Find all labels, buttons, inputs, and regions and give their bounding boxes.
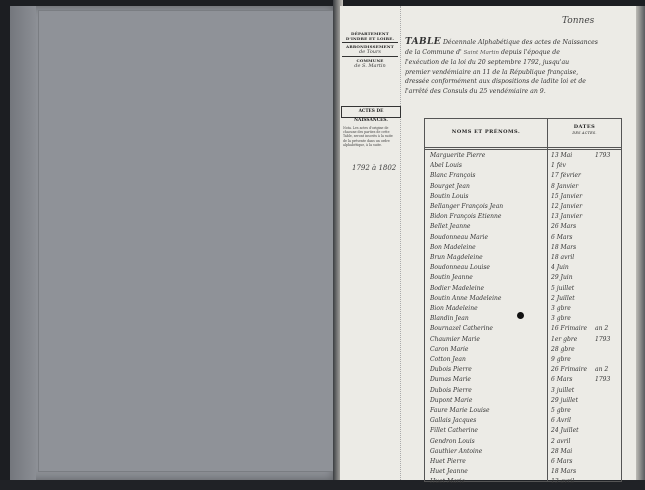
page-stamp: Tonnes [562, 16, 595, 26]
title-lead: TABLE [405, 37, 441, 47]
side-years: 1792 à 1802 [352, 164, 397, 172]
row-name: Marguerite Pierre [430, 152, 486, 159]
cover-inner-panel [38, 10, 338, 472]
title-commune-hand: Saint Martin [463, 49, 500, 56]
row-name: Cotton Jean [430, 356, 466, 363]
row-date: 18 Mars [551, 468, 577, 476]
row-date: 24 Juillet [551, 427, 579, 435]
row-name: Brun Magdeleine [430, 254, 483, 261]
divider [342, 42, 398, 43]
arrondissement-label: ARRONDISSEMENT [346, 44, 394, 49]
row-name: Fillet Catherine [430, 427, 478, 435]
row-date: 28 gbre [551, 345, 575, 353]
title-line2a: de la Commune d' [405, 48, 462, 56]
commune-value: de S. Martin [354, 63, 386, 69]
row-date: 15 Janvier [551, 192, 583, 200]
row-name: Gauthier Antoine [430, 447, 483, 455]
row-date: 12 Janvier [551, 203, 583, 210]
row-name: Boutin Anne Madeleine [430, 294, 502, 302]
row-name: Huet Marie [430, 478, 466, 486]
row-date: 29 juillet [551, 396, 578, 404]
register-page [340, 6, 640, 486]
row-date: 8 Janvier [551, 182, 579, 190]
column-header-dates [548, 124, 621, 136]
department-label: DÉPARTEMENT D'INDRE ET LOIRE. [345, 31, 395, 41]
row-date: 3 gbre [551, 305, 571, 312]
row-date: 3 gbre [551, 315, 571, 323]
title-line5: dressée conformément aux dispositions de ladite loi et de [405, 78, 586, 86]
row-name: Bellanger François Jean [430, 203, 504, 210]
table-title [405, 38, 637, 97]
row-date: 28 Mai [551, 447, 573, 455]
row-name: Dupont Marie [430, 396, 473, 404]
row-date: 18 avril [551, 254, 575, 261]
row-date: 29 Juin [551, 274, 573, 282]
row-date: 16 Frimaire [551, 325, 588, 333]
row-name: Bion Madeleine [430, 305, 478, 312]
row-name: Bodier Madeleine [430, 284, 485, 292]
title-line4: premier vendémiaire an 11 de la République française, [405, 68, 579, 76]
column-header-names: NOMS ET PRÉNOMS. [451, 129, 521, 135]
title-line6: l'arrêté des Consuls du 25 vendémiaire an 9. [405, 87, 546, 95]
row-date: 2 avril [551, 437, 571, 445]
row-date: 13 avril [551, 478, 575, 486]
acts-type-box: ACTES DE NAISSANCES. [341, 106, 401, 118]
register-table [424, 118, 622, 486]
row-date: 6 Mars [551, 376, 573, 384]
row-name: Blandin Jean [430, 315, 469, 323]
row-name: Bellet Jeanne [430, 223, 471, 231]
row-name: Dubois Pierre [430, 366, 472, 374]
row-name: Boudonneau Marie [430, 233, 489, 241]
page-sidebar [340, 6, 401, 480]
arrondissement-value: de Tours [359, 49, 381, 55]
row-year: an 2 [595, 366, 609, 374]
row-name: Gendron Louis [430, 437, 475, 445]
row-name: Caron Marie [430, 345, 469, 353]
row-date: 1 fév [551, 162, 566, 170]
row-date: 1er gbre [551, 335, 578, 343]
row-year: 1793 [595, 335, 611, 343]
row-name: Chaumier Marie [430, 335, 480, 343]
cover-edge [10, 6, 36, 480]
row-date: 18 Mars [551, 243, 577, 251]
row-date: 17 février [551, 172, 581, 180]
header-rule [425, 149, 621, 150]
row-name: Dubois Pierre [430, 386, 472, 394]
row-name: Abel Louis [430, 162, 463, 170]
row-date: 13 Mai [551, 152, 573, 159]
row-year: an 2 [595, 325, 609, 333]
row-date: 2 Juillet [551, 294, 575, 302]
row-name: Huet Jeanne [430, 468, 468, 476]
header-rule [425, 147, 621, 148]
row-name: Boudonneau Louise [430, 264, 490, 272]
row-name: Bon Madeleine [430, 243, 476, 251]
row-date: 6 Mars [551, 233, 573, 241]
row-date: 26 Frimaire [551, 366, 588, 374]
row-name: Boutin Louis [430, 192, 469, 200]
department-block [342, 31, 398, 69]
title-line1: Décennale Alphabétique des actes de Naissances [442, 39, 598, 46]
row-date: 5 gbre [551, 407, 571, 414]
title-line3: l'exécution de la loi du 20 septembre 1792, jusqu'au [405, 59, 570, 67]
binding-hole [517, 312, 524, 319]
commune-label: COMMUNE [356, 58, 384, 63]
row-name: Huet Pierre [430, 458, 466, 465]
row-name: Boutin Jeanne [430, 274, 473, 282]
row-name: Dumas Marie [430, 376, 471, 384]
page-edge [636, 6, 645, 480]
row-date: 6 Mars [551, 458, 573, 465]
divider [342, 56, 398, 57]
row-name: Bournazel Catherine [430, 325, 493, 333]
row-date: 4 Juin [551, 264, 569, 272]
row-year: 1793 [595, 152, 611, 159]
column-header-dates-label: DATES [573, 124, 596, 130]
title-line2b: depuis l'époque de [500, 48, 560, 56]
row-year: 1793 [595, 376, 611, 384]
table-row [425, 478, 621, 490]
row-date: 26 Mars [551, 223, 577, 231]
row-name: Faure Marie Louise [430, 407, 490, 414]
row-date: 13 Janvier [551, 213, 583, 221]
row-name: Bourget Jean [430, 182, 470, 190]
row-date: 9 gbre [551, 356, 571, 363]
column-header-dates-sub: DES ACTES. [572, 131, 597, 135]
row-name: Bidon François Étienne [430, 213, 502, 221]
row-date: 6 Avril [551, 417, 571, 425]
row-name: Blanc François [430, 172, 476, 180]
row-date: 3 juillet [551, 386, 575, 394]
side-note: Nota. Les actes d'origine de chacune des parties de cette Table, seront inscrits à la suite de la présente dans un ordre alphabétique, à la suite. [343, 126, 393, 147]
row-date: 5 juillet [551, 284, 575, 292]
row-name: Gallais Jacques [430, 417, 477, 425]
